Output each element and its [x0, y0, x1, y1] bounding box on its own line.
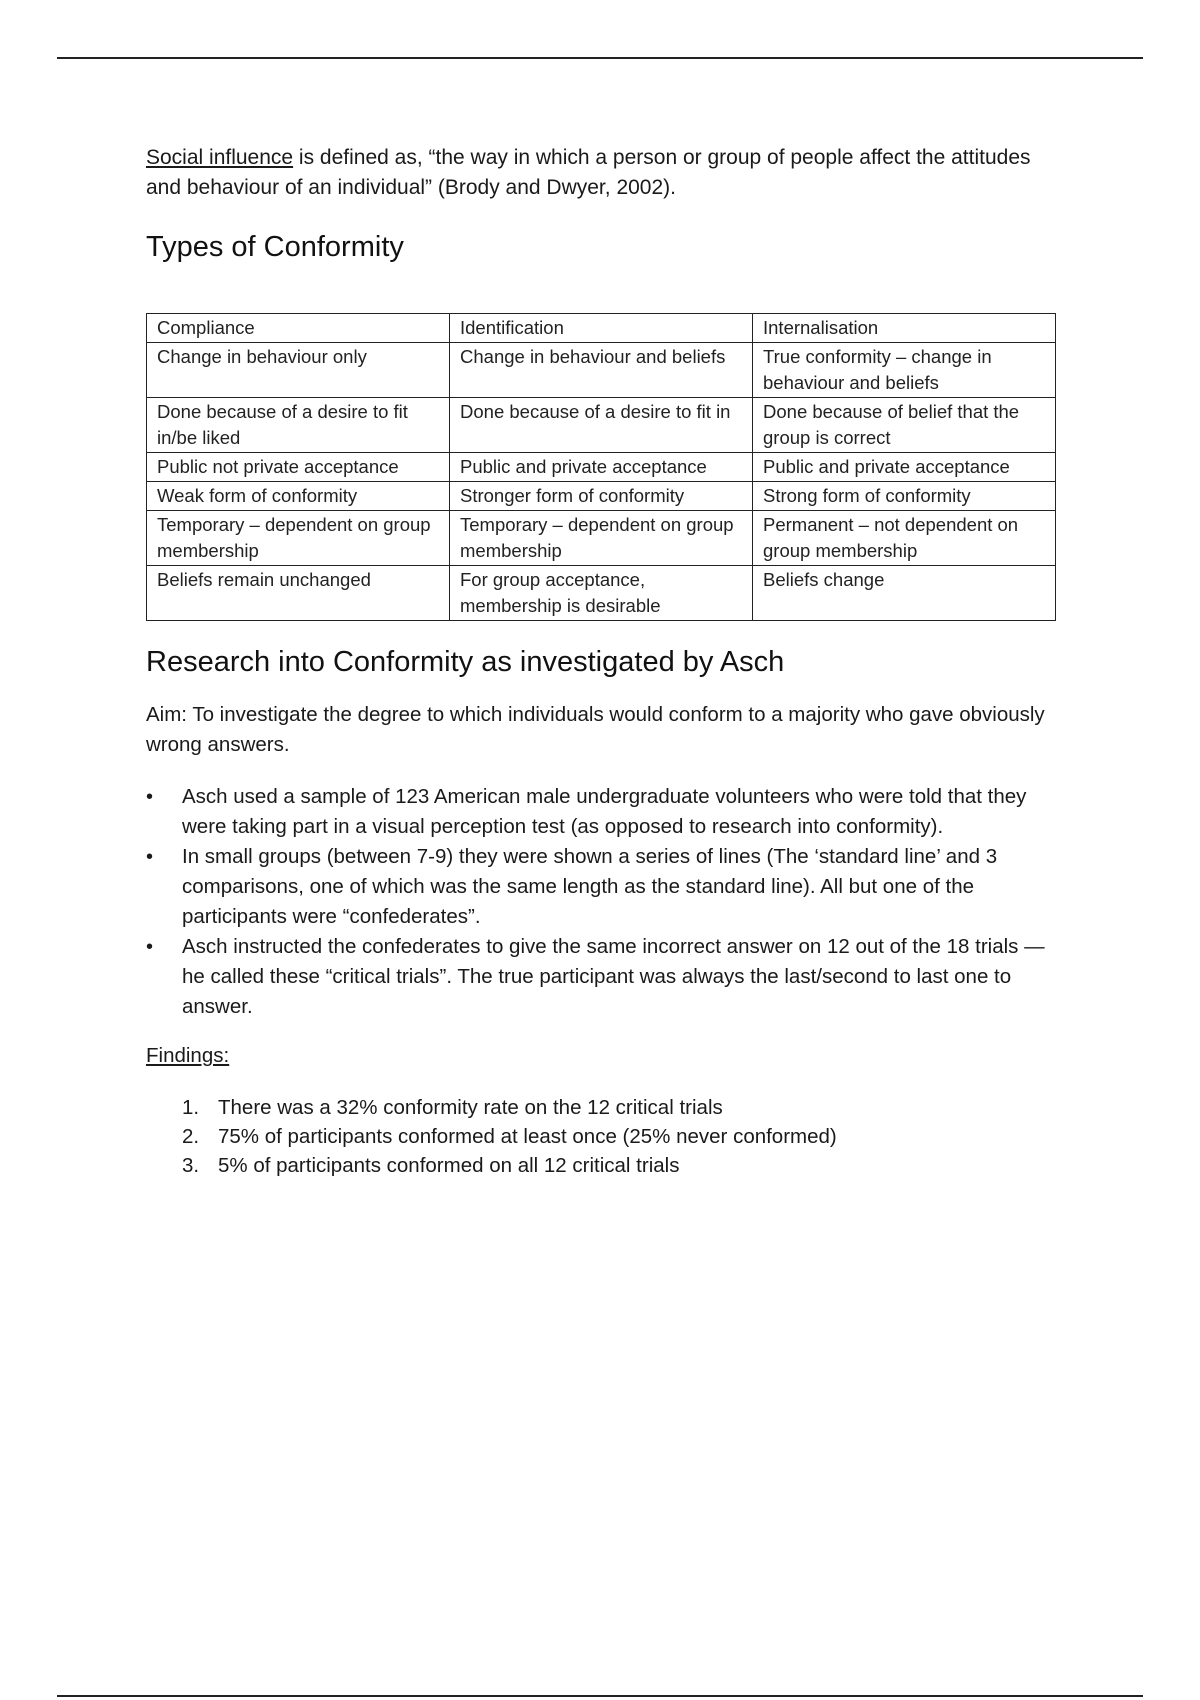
table-cell: Done because of belief that the group is correct: [753, 398, 1056, 453]
document-body: [146, 143, 1066, 1180]
list-item-text: Asch used a sample of 123 American male undergraduate volunteers who were told that they were taking part in a visual perception test (as opposed to research into conformity).: [182, 785, 1027, 838]
bullet-icon: •: [146, 846, 154, 868]
intro-term: Social influence: [146, 146, 294, 169]
table-cell: Change in behaviour and beliefs: [450, 343, 753, 398]
table-cell: Temporary – dependent on group membership: [147, 511, 450, 566]
table-cell: Stronger form of conformity: [450, 482, 753, 511]
list-number: 2.: [182, 1125, 200, 1148]
table-cell: Temporary – dependent on group membership: [450, 511, 753, 566]
table-row: [147, 453, 1056, 482]
table-row: [147, 343, 1056, 398]
table-row: [147, 511, 1056, 566]
table-cell: Public and private acceptance: [450, 453, 753, 482]
table-cell: True conformity – change in behaviour and beliefs: [753, 343, 1056, 398]
list-number: 1.: [182, 1096, 200, 1119]
list-item: [146, 1151, 1066, 1180]
table-cell: Change in behaviour only: [147, 343, 450, 398]
header-rule: [57, 57, 1143, 59]
table-row: [147, 314, 1056, 343]
list-item: [146, 1093, 1066, 1122]
table-cell: Done because of a desire to fit in: [450, 398, 753, 453]
bullet-icon: •: [146, 786, 154, 808]
table-cell: Weak form of conformity: [147, 482, 450, 511]
table-cell: For group acceptance, membership is desirable: [450, 566, 753, 621]
procedure-bullet-list: [146, 782, 1066, 1022]
research-heading: Research into Conformity as investigated by Asch: [146, 646, 785, 678]
intro-text: is defined as, “the way in which a person or group of people affect the attitudes and behaviour of an individual” (Brody and Dwyer, 2002).: [146, 146, 1031, 199]
footer-rule: [57, 1695, 1143, 1697]
table-row: [147, 566, 1056, 621]
conformity-types-table: [146, 313, 1056, 621]
intro-paragraph: [146, 143, 1066, 203]
types-heading: Types of Conformity: [146, 231, 404, 263]
table-cell: Permanent – not dependent on group membership: [753, 511, 1056, 566]
table-cell: Beliefs remain unchanged: [147, 566, 450, 621]
table-row: [147, 482, 1056, 511]
list-item: [146, 932, 1066, 1022]
bullet-icon: •: [146, 936, 154, 958]
list-item-text: There was a 32% conformity rate on the 12 critical trials: [218, 1096, 723, 1119]
table-cell: Identification: [450, 314, 753, 343]
table-cell: Internalisation: [753, 314, 1056, 343]
list-item-text: 5% of participants conformed on all 12 critical trials: [218, 1154, 680, 1177]
list-item: [146, 842, 1066, 932]
findings-list: [146, 1093, 1066, 1180]
list-item-text: 75% of participants conformed at least once (25% never conformed): [218, 1125, 837, 1148]
list-item: [146, 1122, 1066, 1151]
aim-paragraph: Aim: To investigate the degree to which individuals would conform to a majority who gave obviously wrong answers.: [146, 703, 1045, 756]
list-item: [146, 782, 1066, 842]
table-cell: Beliefs change: [753, 566, 1056, 621]
table-cell: Public not private acceptance: [147, 453, 450, 482]
table-cell: Public and private acceptance: [753, 453, 1056, 482]
table-cell: Done because of a desire to fit in/be liked: [147, 398, 450, 453]
list-number: 3.: [182, 1154, 200, 1177]
table-cell: Strong form of conformity: [753, 482, 1056, 511]
table-row: [147, 398, 1056, 453]
findings-label: Findings:: [146, 1044, 230, 1067]
list-item-text: In small groups (between 7-9) they were shown a series of lines (The ‘standard line’ and 3 comparisons, one of which was the same length as the standard line). All but one of the participants were “confederates”.: [182, 845, 998, 928]
table-cell: Compliance: [147, 314, 450, 343]
list-item-text: Asch instructed the confederates to give the same incorrect answer on 12 out of the 18 trials — he called these “critical trials”. The true participant was always the last/second to last one to answer.: [182, 935, 1045, 1018]
